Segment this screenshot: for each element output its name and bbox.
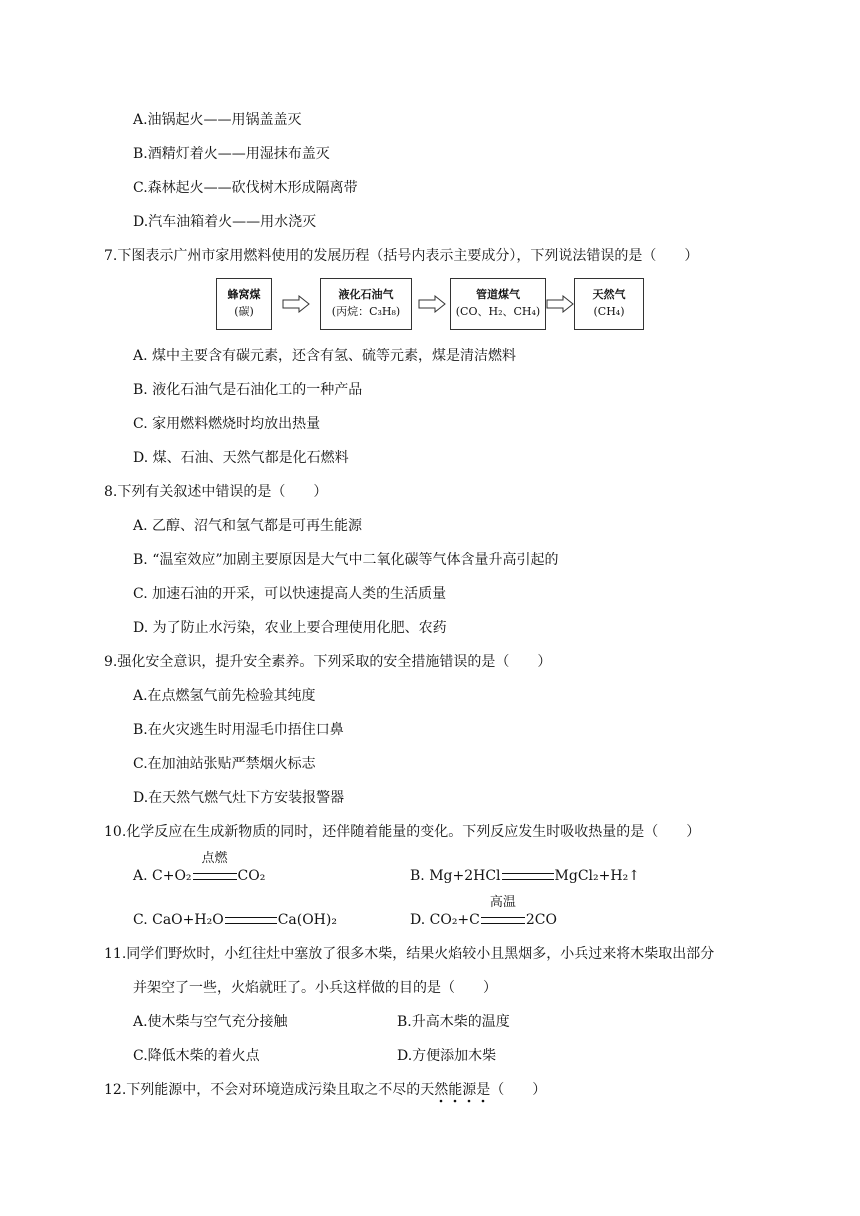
q6-option-b: B.酒精灯着火——用湿抹布盖灭 xyxy=(133,146,330,162)
flow-box-lpg xyxy=(320,278,412,330)
flow-box-name: 蜂窝煤 xyxy=(227,288,261,301)
q7-option-a: A. 煤中主要含有碳元素，还含有氢、硫等元素，煤是清洁燃料 xyxy=(133,348,517,364)
q6-option-c: C.森林起火——砍伐树木形成隔离带 xyxy=(133,180,358,196)
equation-right: MgCl₂+H₂↑ xyxy=(554,868,640,884)
q11-option-a: A.使木柴与空气充分接触 xyxy=(133,1014,288,1030)
flow-box-comp: (CO、H₂、CH₄) xyxy=(455,305,541,318)
q8-option-d: D. 为了防止水污染，农业上要合理使用化肥、农药 xyxy=(133,620,447,636)
equation-left: A. C+O₂ xyxy=(133,868,192,884)
q7-option-d: D. 煤、石油、天然气都是化石燃料 xyxy=(133,450,349,466)
fuel-flow-diagram xyxy=(216,278,644,334)
q7-option-b: B. 液化石油气是石油化工的一种产品 xyxy=(133,382,363,398)
q9-option-b: B.在火灾逃生时用湿毛巾捂住口鼻 xyxy=(133,722,344,738)
q11-stem-line1: 11.同学们野炊时，小红往灶中塞放了很多木柴，结果火焰较小且黑烟多，小兵过来将木柴取出部分 xyxy=(104,946,715,962)
q9-option-c: C.在加油站张贴严禁烟火标志 xyxy=(133,756,316,772)
equation-sign xyxy=(224,910,278,930)
flow-box-comp: (碳) xyxy=(234,305,254,318)
flow-box-comp: (CH₄) xyxy=(593,305,625,318)
q6-option-d: D.汽车油箱着火——用水浇灭 xyxy=(133,214,317,230)
q10-option-d xyxy=(410,895,557,930)
flow-box-name: 管道煤气 xyxy=(476,288,520,301)
q9-option-a: A.在点燃氢气前先检验其纯度 xyxy=(133,688,316,704)
q8-stem: 8.下列有关叙述中错误的是（ ） xyxy=(104,484,328,500)
flow-box-comp: (丙烷：C₃H₈) xyxy=(331,305,401,318)
q10-stem: 10.化学反应在生成新物质的同时，还伴随着能量的变化。下列反应发生时吸收热量的是（ ） xyxy=(104,824,701,840)
equation-sign xyxy=(192,851,238,886)
q11-option-c: C.降低木柴的着火点 xyxy=(133,1048,260,1064)
flow-box-name: 液化石油气 xyxy=(338,288,394,301)
q8-option-c: C. 加速石油的开采，可以快速提高人类的生活质量 xyxy=(133,586,447,602)
right-arrow-icon xyxy=(546,295,574,313)
q7-stem: 7.下图表示广州市家用燃料使用的发展历程（括号内表示主要成分），下列说法错误的是（ ） xyxy=(104,248,699,264)
q12-stem: 12.下列能源中，不会对环境造成污染且取之不尽的天然能源是（ ） xyxy=(104,1082,547,1098)
q10-option-c xyxy=(133,910,337,930)
emphasis-dots xyxy=(438,1098,498,1104)
flow-box-coal xyxy=(216,278,272,330)
flow-box-coal-gas xyxy=(450,278,546,330)
equation-sign xyxy=(501,866,555,886)
equation-left: D. CO₂+C xyxy=(410,912,480,928)
reaction-condition: 高温 xyxy=(489,895,516,910)
equation-sign xyxy=(480,895,526,930)
q9-option-d: D.在天然气燃气灶下方安装报警器 xyxy=(133,790,345,806)
right-arrow-icon xyxy=(418,295,446,313)
reaction-condition: 点燃 xyxy=(201,851,228,866)
right-arrow-icon xyxy=(282,295,310,313)
q11-option-d: D.方便添加木柴 xyxy=(397,1048,497,1064)
equation-left: B. Mg+2HCl xyxy=(410,868,501,884)
q7-option-c: C. 家用燃料燃烧时均放出热量 xyxy=(133,416,321,432)
q9-stem: 9.强化安全意识，提升安全素养。下列采取的安全措施错误的是（ ） xyxy=(104,654,552,670)
equation-right: 2CO xyxy=(525,912,557,928)
q8-option-b: B. “温室效应”加剧主要原因是大气中二氧化碳等气体含量升高引起的 xyxy=(133,552,559,568)
q11-option-b: B.升高木柴的温度 xyxy=(397,1014,510,1030)
q10-option-b xyxy=(410,866,640,886)
flow-box-natural-gas xyxy=(574,278,644,330)
flow-box-name: 天然气 xyxy=(592,288,626,301)
q8-option-a: A. 乙醇、沼气和氢气都是可再生能源 xyxy=(133,518,363,534)
q11-stem-line2: 并架空了一些，火焰就旺了。小兵这样做的目的是（ ） xyxy=(133,980,497,996)
q10-option-a xyxy=(133,851,266,886)
equation-left: C. CaO+H₂O xyxy=(133,912,224,928)
equation-right: Ca(OH)₂ xyxy=(277,912,337,928)
equation-right: CO₂ xyxy=(237,868,266,884)
q6-option-a: A.油锅起火——用锅盖盖灭 xyxy=(133,112,302,128)
